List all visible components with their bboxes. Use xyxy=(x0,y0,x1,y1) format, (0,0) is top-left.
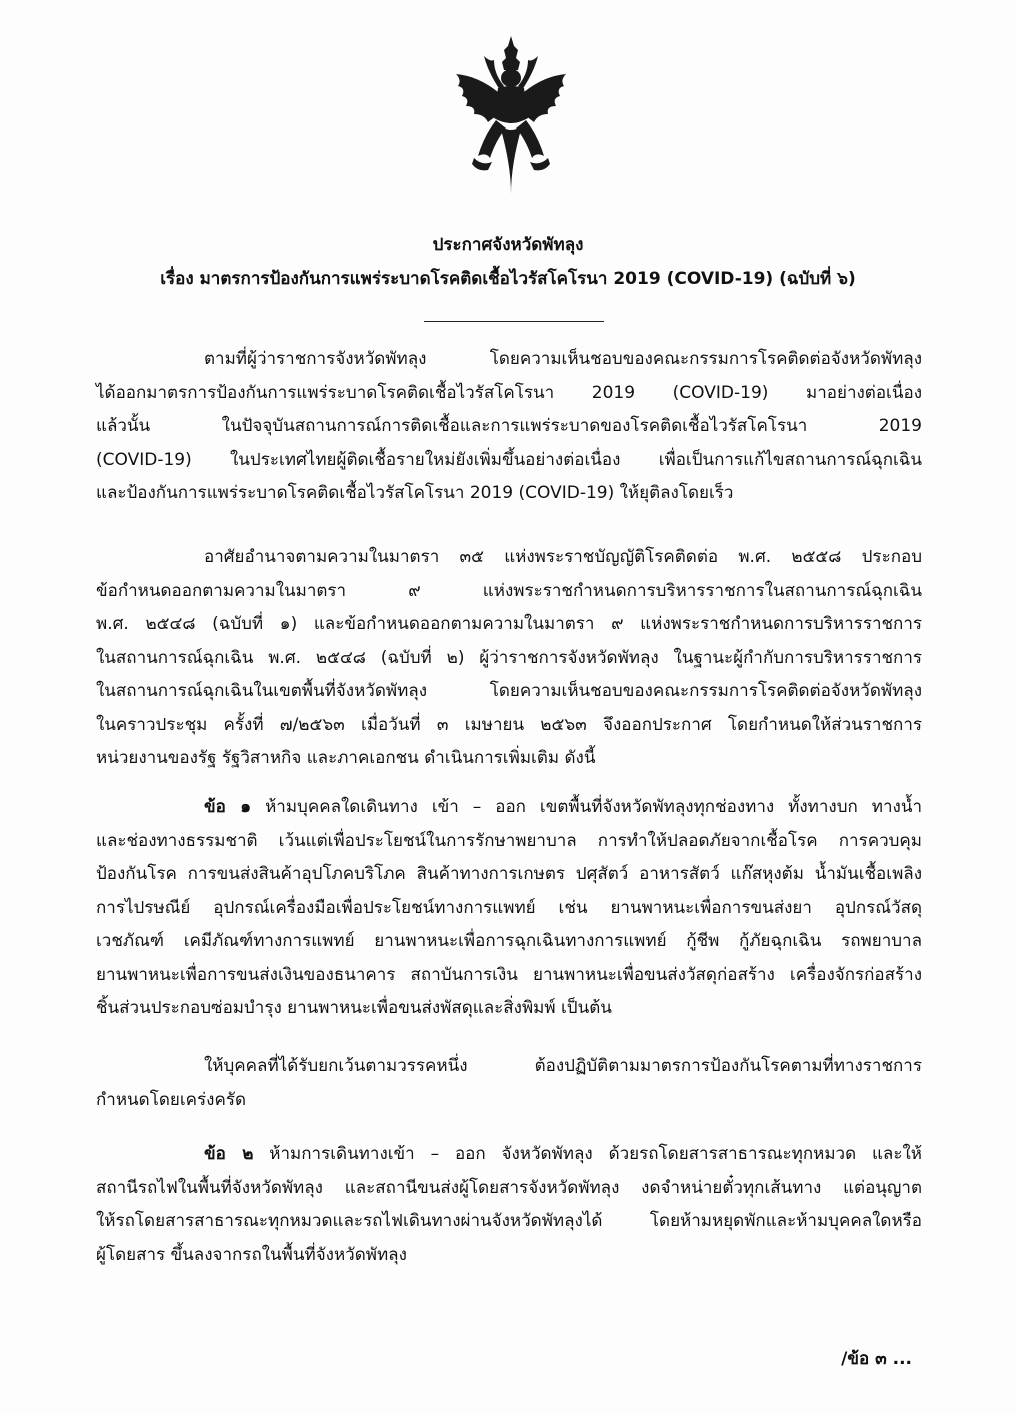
text-line: ชิ้นส่วนประกอบซ่อมบำรุง ยานพาหนะเพื่อขนส่งพัสดุและสิ่งพิมพ์ เป็นต้น xyxy=(96,998,612,1018)
text-line: กำหนดโดยเคร่งครัด xyxy=(96,1089,246,1110)
text-line: พ.ศ. ๒๕๔๘ (ฉบับที่ ๑) และข้อกำหนดออกตามความในมาตรา ๙ แห่งพระราชกำหนดการบริหารราชการ xyxy=(96,614,922,634)
text-line: ให้บุคคลที่ได้รับยกเว้นตามวรรคหนึ่ง ต้องปฏิบัติตามมาตรการป้องกันโรคตามที่ทางราชการ xyxy=(204,1056,922,1076)
text-line: และช่องทางธรรมชาติ เว้นแต่เพื่อประโยชน์ในการรักษาพยาบาล การทำให้ปลอดภัยจากเชื้อโรค การควบคุม xyxy=(96,830,922,851)
page-continuation: /ข้อ ๓ ... xyxy=(841,1349,912,1369)
text-line: อาศัยอำนาจตามความในมาตรา ๓๕ แห่งพระราชบัญญัติโรคติดต่อ พ.ศ. ๒๕๕๘ ประกอบ xyxy=(204,547,922,567)
text-line: แล้วนั้น ในปัจจุบันสถานการณ์การติดเชื้อและการแพร่ระบาดของโรคติดเชื้อไวรัสโคโรนา 2019 xyxy=(96,416,922,436)
text-line: ยานพาหนะเพื่อการขนส่งเงินของธนาคาร สถาบันการเงิน ยานพาหนะเพื่อขนส่งวัสดุก่อสร้าง เครื่องจักรก่อสร้าง xyxy=(96,964,922,985)
text-line: หน่วยงานของรัฐ รัฐวิสาหกิจ และภาคเอกชน ดำเนินการเพิ่มเติม ดังนี้ xyxy=(96,748,596,768)
text-line: เวชภัณฑ์ เคมีภัณฑ์ทางการแพทย์ ยานพาหนะเพื่อการฉุกเฉินทางการแพทย์ กู้ชีพ กู้ภัยฉุกเฉิน รถพยาบาล xyxy=(96,931,923,951)
clause-2 xyxy=(96,1138,922,1272)
paragraph-legal-basis xyxy=(96,541,922,776)
text-line: ป้องกันโรค การขนส่งสินค้าอุปโภคบริโภค สินค้าทางการเกษตร ปศุสัตว์ อาหารสัตว์ แก๊สหุงต้ม น้ำมันเชื้อเพลิง xyxy=(96,864,922,884)
text-line: ข้อกำหนดออกตามความในมาตรา ๙ แห่งพระราชกำหนดการบริหารราชการในสถานการณ์ฉุกเฉิน xyxy=(96,580,922,601)
title-divider xyxy=(424,321,604,322)
garuda-emblem-icon xyxy=(448,36,574,194)
text-line: ในสถานการณ์ฉุกเฉินในเขตพื้นที่จังหวัดพัทลุง โดยความเห็นชอบของคณะกรรมการโรคติดต่อจังหวัดพัทลุง xyxy=(96,681,922,701)
paragraph-exemption xyxy=(96,1050,922,1117)
clause-text: ห้ามบุคคลใดเดินทาง เข้า – ออก เขตพื้นที่จังหวัดพัทลุงทุกช่องทาง ทั้งทางบก ทางน้ำ xyxy=(251,797,922,817)
text-line: ตามที่ผู้ว่าราชการจังหวัดพัทลุง โดยความเห็นชอบของคณะกรรมการโรคติดต่อจังหวัดพัทลุง xyxy=(204,349,922,369)
text-line: ได้ออกมาตรการป้องกันการแพร่ระบาดโรคติดเชื้อไวรัสโคโรนา 2019 (COVID-19) มาอย่างต่อเนื่อง xyxy=(96,382,922,403)
text-line: ในสถานการณ์ฉุกเฉิน พ.ศ. ๒๕๔๘ (ฉบับที่ ๒) ผู้ว่าราชการจังหวัดพัทลุง ในฐานะผู้กำกับการบริหารราชการ xyxy=(96,647,922,668)
text-line: (COVID-19) ในประเทศไทยผู้ติดเชื้อรายใหม่ยังเพิ่มขึ้นอย่างต่อเนื่อง เพื่อเป็นการแก้ไขสถานการณ์ฉุกเฉิน xyxy=(96,449,922,470)
text-line: และป้องกันการแพร่ระบาดโรคติดเชื้อไวรัสโคโรนา 2019 (COVID-19) ให้ยุติลงโดยเร็ว xyxy=(96,483,734,503)
clause-1 xyxy=(96,791,922,1026)
text-line: การไปรษณีย์ อุปกรณ์เครื่องมือเพื่อประโยชน์ทางการแพทย์ เช่น ยานพาหนะเพื่อการขนส่งยา อุปกรณ์วัสดุ xyxy=(96,897,922,918)
clause-text: ห้ามการเดินทางเข้า – ออก จังหวัดพัทลุง ด้วยรถโดยสารสาธารณะทุกหมวด และให้ xyxy=(253,1144,922,1164)
clause-number: ข้อ ๒ xyxy=(204,1144,254,1164)
clause-number: ข้อ ๑ xyxy=(204,797,252,817)
announcement-title: ประกาศจังหวัดพัทลุง xyxy=(432,235,584,255)
announcement-subject: เรื่อง มาตรการป้องกันการแพร่ระบาดโรคติดเชื้อไวรัสโคโรนา 2019 (COVID-19) (ฉบับที่ ๖) xyxy=(160,269,856,289)
text-line xyxy=(96,1138,922,1172)
text-line: ในคราวประชุม ครั้งที่ ๗/๒๕๖๓ เมื่อวันที่ ๓ เมษายน ๒๕๖๓ จึงออกประกาศ โดยกำหนดให้ส่วนราชการ xyxy=(96,714,922,735)
text-line: สถานีรถไฟในพื้นที่จังหวัดพัทลุง และสถานีขนส่งผู้โดยสารจังหวัดพัทลุง งดจำหน่ายตั๋วทุกเส้นทาง แต่อนุญาต xyxy=(96,1177,922,1198)
text-line xyxy=(96,791,922,825)
text-line: ให้รถโดยสารสาธารณะทุกหมวดและรถไฟเดินทางผ่านจังหวัดพัทลุงได้ โดยห้ามหยุดพักและห้ามบุคคลใดหรือ xyxy=(96,1211,922,1231)
paragraph-preamble xyxy=(96,343,922,511)
text-line: ผู้โดยสาร ขึ้นลงจากรถในพื้นที่จังหวัดพัทลุง xyxy=(96,1244,407,1265)
